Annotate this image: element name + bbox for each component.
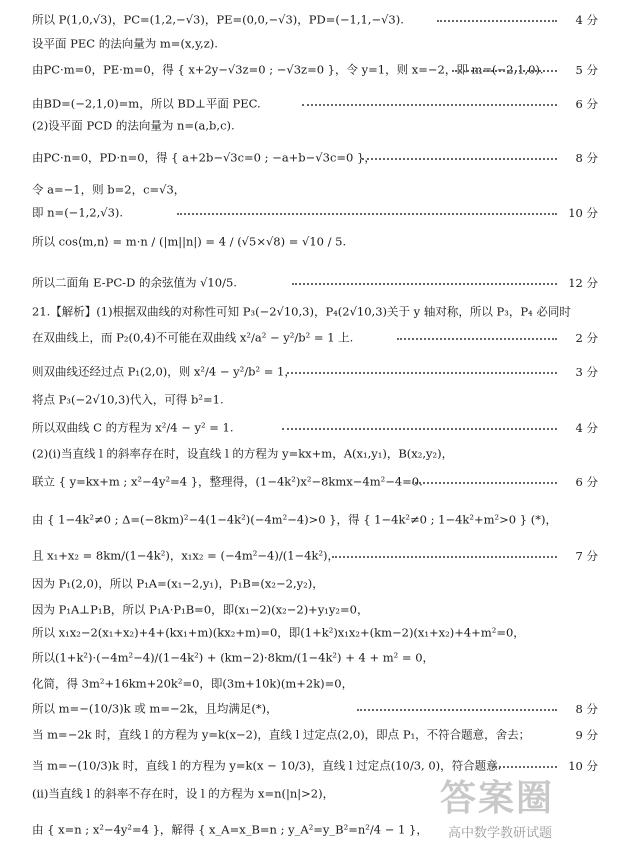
score-label: 4 分 [575, 421, 598, 435]
line-text: 所以 cos⟨m,n⟩ = m·n / (|m||n|) = 4 / (√5×√8) = √10 / 5. [32, 234, 347, 249]
line-text: 所以二面角 E-PC-D 的余弦值为 √10/5. [32, 275, 237, 290]
line-text: 由PC·n=0，PD·n=0，得 { a+2b−√3c=0 ; −a+b−√3c=0 }， [32, 150, 376, 165]
text-line [0, 31, 619, 57]
text-line [0, 441, 619, 467]
score-label: 7 分 [575, 549, 598, 563]
score-label: 10 分 [568, 759, 598, 773]
line-text: 令 a=−1，则 b=2，c=√3， [32, 182, 186, 197]
text-line [0, 270, 619, 296]
text-line [0, 469, 619, 495]
line-text: 当 m=−2k 时，直线 l 的方程为 y=k(x−2)，直线 l 过定点(2,0)，即点 P₁，不符合题意，舍去； [32, 727, 531, 742]
score-label: 12 分 [568, 276, 598, 290]
text-line [0, 696, 619, 722]
line-text: 所以双曲线 C 的方程为 x²/4 − y² = 1. [32, 420, 234, 435]
line-text: 由PC·m=0，PE·m=0，得 { x+2y−√3z=0 ; −√3z=0 }，令 y=1，则 x=−2，即 m=(−2,1,0). [32, 62, 544, 77]
text-line [0, 145, 619, 171]
dot-leader [287, 372, 557, 374]
text-line [0, 507, 619, 533]
line-text: 因为 P₁A⊥P₁B，所以 P₁A·P₁B=0，即(x₁−2)(x₂−2)+y₁y₂=0， [32, 602, 369, 617]
score-label: 4 分 [575, 13, 598, 27]
line-text: 所以 x₁x₂−2(x₁+x₂)+4+(kx₁+m)(kx₂+m)=0，即(1+k²)x₁x₂+(km−2)(x₁+x₂)+4+m²=0， [32, 625, 525, 640]
score-label: 10 分 [568, 206, 598, 220]
dot-leader [437, 20, 557, 22]
dot-leader [397, 338, 557, 340]
line-text: 所以(1+k²)·(−4m²−4)/(1−4k²) + (km−2)·8km/(1−4k²) + 4 + m² = 0， [32, 650, 435, 665]
dot-leader [362, 158, 557, 160]
line-text: 由 { x=n ; x²−4y²=4 }，解得 { x_A=x_B=n ; y_A²=y_B²=n²/4 − 1 }， [32, 822, 428, 837]
score-label: 5 分 [575, 63, 598, 77]
text-line [0, 299, 619, 325]
text-line [0, 671, 619, 697]
text-line [0, 7, 619, 33]
line-text: 即 n=(−1,2,√3). [32, 205, 124, 220]
text-line [0, 387, 619, 413]
text-line [0, 200, 619, 226]
line-text: 21.【解析】(1)根据双曲线的对称性可知 P₃(−2√10,3)，P₄(2√10,3)关于 y 轴对称，所以 P₃，P₄ 必同时 [32, 304, 571, 319]
line-text: 由BD=(−2,1,0)=m，所以 BD⊥平面 PEC. [32, 96, 261, 111]
text-line [0, 325, 619, 351]
line-text: 设平面 PEC 的法向量为 m=(x,y,z). [32, 36, 218, 51]
text-line [0, 645, 619, 671]
score-label: 2 分 [575, 331, 598, 345]
line-text: (2)设平面 PCD 的法向量为 n=(a,b,c). [32, 118, 235, 133]
line-text: 所以 m=−(10/3)k 或 m=−2k，且均满足(*)， [32, 701, 278, 716]
score-label: 3 分 [575, 365, 598, 379]
line-text: 将点 P₃(−2√10,3)代入，可得 b²=1. [32, 392, 224, 407]
line-text: 化简，得 3m²+16km+20k²=0，即(3m+10k)(m+2k)=0， [32, 676, 354, 691]
dot-leader [357, 709, 557, 711]
score-label: 8 分 [575, 151, 598, 165]
dot-leader [302, 104, 557, 106]
text-line [0, 359, 619, 385]
line-text: 则双曲线还经过点 P₁(2,0)，则 x²/4 − y²/b² = 1， [32, 364, 296, 379]
score-label: 6 分 [575, 97, 598, 111]
text-line [0, 113, 619, 139]
line-text: (ii)当直线 l 的斜率不存在时，设 l 的方程为 x=n(|n|>2)， [32, 786, 335, 801]
dot-leader [412, 482, 557, 484]
score-label: 8 分 [575, 702, 598, 716]
dot-leader [177, 213, 557, 215]
line-text: 在双曲线上，而 P₂(0,4)不可能在双曲线 x²/a² − y²/b² = 1 上. [32, 330, 354, 345]
text-line [0, 229, 619, 255]
dot-leader [282, 428, 557, 430]
line-text: 当 m=−(10/3)k 时，直线 l 的方程为 y=k(x − 10/3)，直线 l 过定点(10/3, 0)，符合题意. [32, 758, 502, 773]
line-text: 因为 P₁(2,0)，所以 P₁A=(x₁−2,y₁)，P₁B=(x₂−2,y₂)， [32, 576, 324, 591]
text-line [0, 571, 619, 597]
text-line [0, 415, 619, 441]
dot-leader [452, 70, 557, 72]
dot-leader [332, 556, 557, 558]
line-text: 所以 P(1,0,√3)，PC=(1,2,−√3)，PE=(0,0,−√3)，PD=(−1,1,−√3). [32, 12, 404, 27]
line-text: 联立 { y=kx+m ; x²−4y²=4 }，整理得，(1−4k²)x²−8kmx−4m²−4=0. [32, 474, 423, 489]
text-line [0, 722, 619, 748]
text-line [0, 543, 619, 569]
line-text: (2)(i)当直线 l 的斜率存在时，设直线 l 的方程为 y=kx+m，A(x₁,y₁)，B(x₂,y₂)， [32, 446, 454, 461]
score-label: 6 分 [575, 475, 598, 489]
text-line [0, 620, 619, 646]
dot-leader [292, 283, 557, 285]
watermark-logo: 答案圈 [440, 778, 555, 819]
line-text: 且 x₁+x₂ = 8km/(1−4k²)，x₁x₂ = (−4m²−4)/(1−4k²)， [32, 548, 340, 563]
text-line [0, 57, 619, 83]
dot-leader [492, 766, 557, 768]
watermark-caption: 高中数学教研试题 [448, 826, 553, 841]
score-label: 9 分 [575, 728, 598, 742]
line-text: 由 { 1−4k²≠0 ; Δ=(−8km)²−4(1−4k²)(−4m²−4)>0 }，得 { 1−4k²≠0 ; 1−4k²+m²>0 } (*)， [32, 512, 557, 527]
